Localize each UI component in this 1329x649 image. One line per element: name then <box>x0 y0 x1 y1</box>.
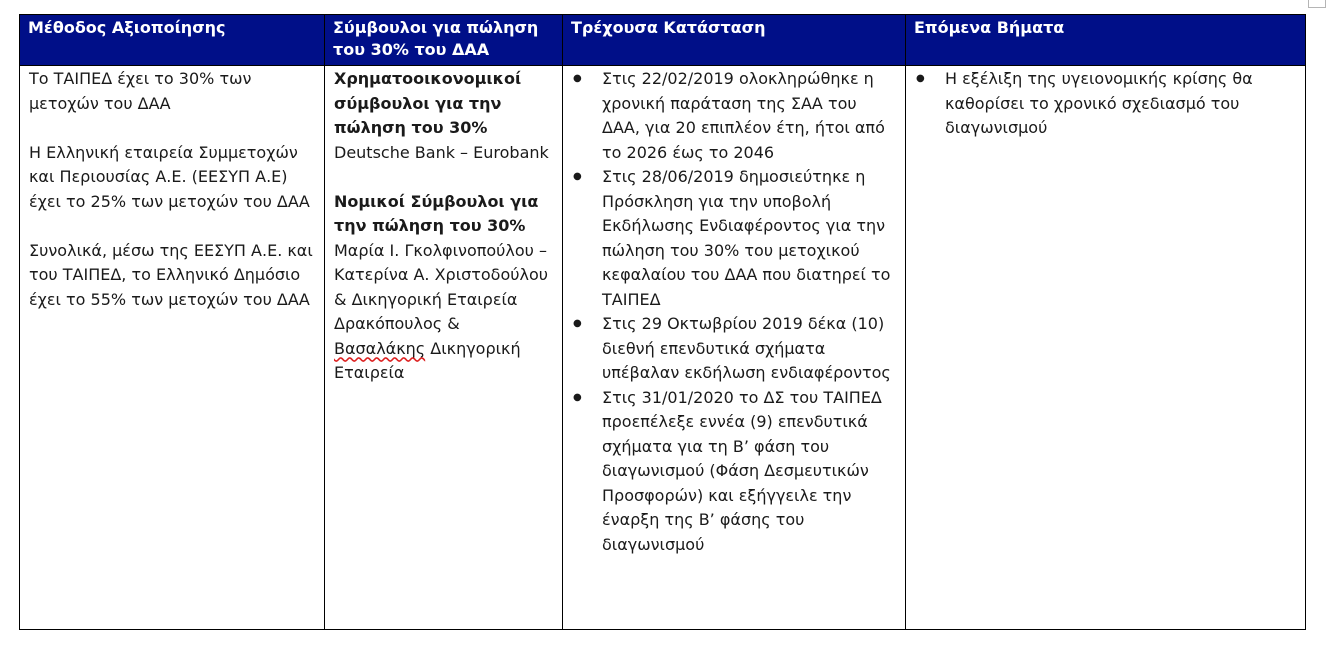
financial-advisors-names: Deutsche Bank – Eurobank <box>334 142 549 162</box>
header-current-status: Τρέχουσα Κατάσταση <box>563 15 906 66</box>
status-item: ● Στις 31/01/2020 το ΔΣ του ΤΑΙΠΕΔ προεπέλεξε εννέα (9) επενδυτικά σχήματα για τη Β’ φάση του διαγωνισμού (Φάση Δεσμευτικών Προσφορών) και εξήγγειλε την έναρξη της Β’ φάσης του διαγωνισμού <box>572 386 897 558</box>
status-item: ● Στις 22/02/2019 ολοκληρώθηκε η χρονική παράταση της ΣΑΑ του ΔΑΑ, για 20 επιπλέον έτη, ήτοι από το 2026 έως το 2046 <box>572 67 897 165</box>
window-corner-mark <box>1308 0 1326 8</box>
header-advisors: Σύμβουλοι για πώληση του 30% του ΔΑΑ <box>325 15 563 66</box>
next-step-item: ● Η εξέλιξη της υγειονομικής κρίσης θα καθορίσει το χρονικό σχεδιασμό του διαγωνισμού <box>915 67 1297 141</box>
header-method: Μέθοδος Αξιοποίησης <box>20 15 325 66</box>
content-row <box>20 66 1306 630</box>
privatization-status-table <box>19 14 1306 630</box>
status-item: ● Στις 29 Οκτωβρίου 2019 δέκα (10) διεθνή επενδυτικά σχήματα υπέβαλαν εκδήλωση ενδιαφέροντος <box>572 312 897 386</box>
method-paragraph-1: Το ΤΑΙΠΕΔ έχει το 30% των μετοχών του ΔΑΑ <box>29 69 252 113</box>
current-status-cell <box>563 66 906 630</box>
status-item: ● Στις 28/06/2019 δημοσιεύτηκε η Πρόσκληση για την υποβολή Εκδήλωσης Ενδιαφέροντος για την πώληση του 30% του μετοχικού κεφαλαίου του ΔΑΑ που διατηρεί το ΤΑΙΠΕΔ <box>572 165 897 312</box>
method-paragraph-2: Η Ελληνική εταιρεία Συμμετοχών και Περιουσίας Α.Ε. (ΕΕΣΥΠ Α.Ε) έχει το 25% των μετοχών του ΔΑΑ <box>29 142 310 211</box>
method-cell <box>20 66 325 630</box>
header-next-steps: Επόμενα Βήματα <box>906 15 1306 66</box>
legal-advisors-heading: Νομικοί Σύμβουλοι για την πώληση του 30% <box>334 191 539 235</box>
method-paragraph-3: Συνολικά, μέσω της ΕΕΣΥΠ Α.Ε. και του ΤΑΙΠΕΔ, το Ελληνικό Δημόσιο έχει το 55% των μετοχών του ΔΑΑ <box>29 240 313 309</box>
financial-advisors-heading: Χρηματοοικονομικοί σύμβουλοι για την πώληση του 30% <box>334 69 522 137</box>
advisors-cell <box>325 66 563 630</box>
next-steps-cell <box>906 66 1306 630</box>
legal-advisors-names <box>334 239 554 386</box>
header-row <box>20 15 1306 66</box>
next-steps-bullet-list <box>915 67 1297 141</box>
spacer-line <box>334 165 554 190</box>
status-bullet-list <box>572 67 897 557</box>
legal-names-part1: Μαρία Ι. Γκολφινοπούλου – Κατερίνα Α. Χριστοδούλου & Δικηγορική Εταιρεία Δρακόπουλος & <box>334 240 549 333</box>
spellcheck-flagged-word[interactable]: Βασαλάκης <box>334 338 426 358</box>
legal-names-part2: Δικηγορική Εταιρεία <box>334 338 521 382</box>
